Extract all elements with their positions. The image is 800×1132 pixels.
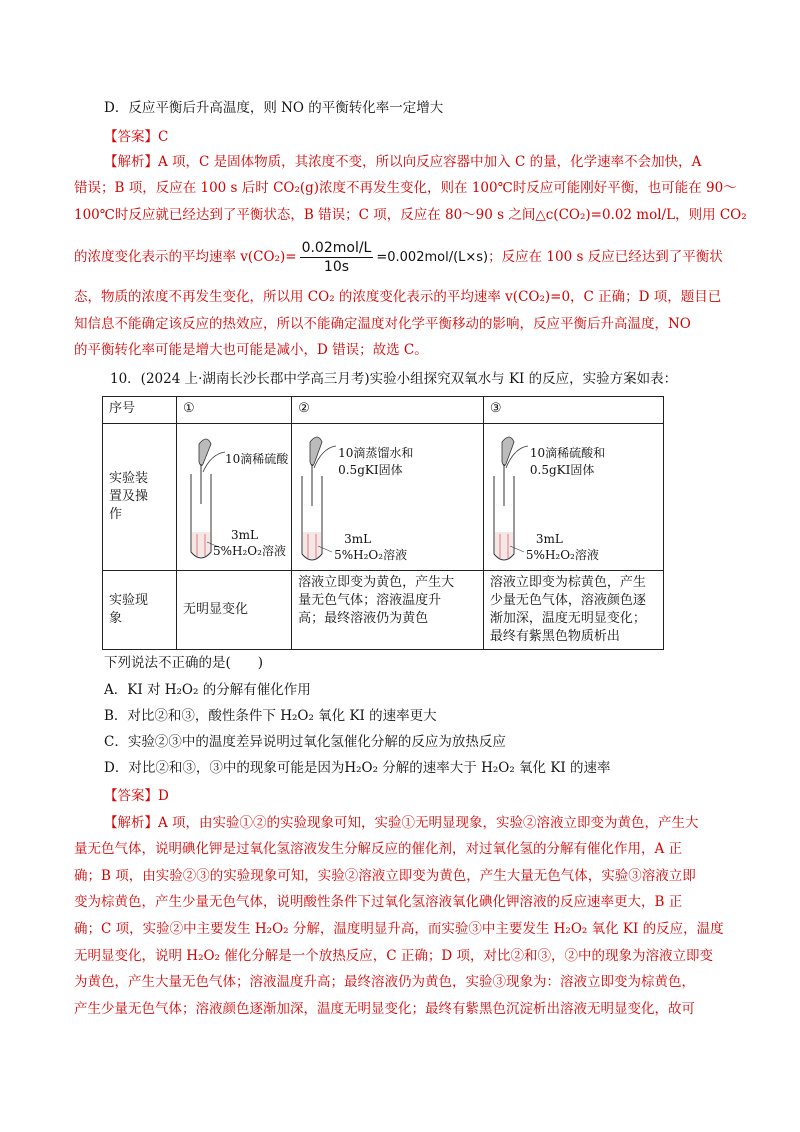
q9-analysis-line-4: 态，物质的浓度不再发生变化，所以用 CO₂ 的浓度变化表示的平均速率 v(CO₂)=0，C 正确；D 项，题目已 (74, 289, 722, 305)
experiment-table (102, 396, 664, 650)
q10-analysis-line-8: 产生少量无色气体；溶液颜色逐渐加深，温度无明显变化；最终有紫黑色沉淀析出溶液无明显变化，故可 (74, 1001, 695, 1017)
q9-option-d: D．反应平衡后升高温度，则 NO 的平衡转化率一定增大 (104, 100, 444, 116)
q10-stem: 10．(2024 上·湖南长沙长郡中学高三月考)实验小组探究双氧水与 KI 的反应，实验方案如表： (110, 371, 678, 387)
liquid (303, 532, 321, 559)
q10-analysis-line-1: 【解析】A 项，由实验①②的实验现象可知，实验①无明显现象，实验②溶液立即变为黄色，产生大 (104, 815, 699, 831)
apparatus-2-volume: 3mL (344, 532, 372, 546)
table-observation-row (103, 571, 664, 650)
q9-answer: 【答案】C (104, 129, 169, 145)
q10-option-d: D．对比②和③，③中的现象可能是因为H₂O₂ 分解的速率大于 H₂O₂ 氧化 KI 的速率 (104, 760, 611, 776)
apparatus-1-top-label: 10滴稀硫酸 (224, 452, 289, 466)
observation-label (103, 571, 177, 650)
fraction-numerator: 0.02mol/L (301, 240, 372, 256)
rate-fraction (300, 239, 374, 276)
observation-1-line: 无明显变化 (182, 602, 248, 617)
header-exp-1: ① (176, 397, 291, 424)
apparatus-label-line: 作 (109, 507, 123, 522)
q10-analysis-line-3: 确；B 项，由实验②③的实验现象可知，实验②溶液立即变为黄色，产生大量无色气体，实验③溶液立即 (74, 868, 696, 884)
observation-2-line: 高；最终溶液仍为黄色 (298, 611, 429, 626)
apparatus-1 (176, 424, 291, 571)
apparatus-label (103, 424, 177, 571)
fraction-denominator: 10s (323, 259, 350, 275)
observation-3-line: 溶液立即变为棕黄色，产生 (489, 575, 646, 590)
liquid (192, 532, 210, 557)
apparatus-1-volume: 3mL (230, 528, 258, 542)
header-exp-3: ③ (483, 397, 663, 424)
apparatus-2-solution: 5%H₂O₂溶液 (334, 548, 408, 562)
dropper-bulb (310, 437, 322, 466)
apparatus-label-line: 置及操 (109, 489, 149, 504)
formula-prefix: 的浓度变化表示的平均速率 v(CO₂)= (74, 249, 297, 265)
q10-analysis-line-4: 变为棕黄色，产生少量无色气体，说明酸性条件下过氧化氢溶液氧化碘化钾溶液的反应速率更大，B 正 (74, 894, 683, 910)
q10-analysis-line-5: 确；C 项，实验②中主要发生 H₂O₂ 分解，温度明显升高，而实验③中主要发生 H₂O₂ 氧化 KI 的反应，温度 (74, 921, 724, 937)
q9-analysis-line-2: 错误；B 项，反应在 100 s 后时 CO₂(g)浓度不再发生变化，则在 100℃时反应可能刚好平衡，也可能在 90～ (74, 180, 737, 196)
header-exp-2: ② (292, 397, 484, 424)
observation-2 (292, 571, 484, 650)
observation-1 (176, 571, 291, 650)
q9-analysis-line-5: 知信息不能确定该反应的热效应，所以不能确定温度对化学平衡移动的影响，反应平衡后升高温度，NO (74, 316, 691, 332)
q9-analysis-line-3: 100℃时反应就已经达到了平衡状态，B 错误；C 项，反应在 80～90 s 之间△c(CO₂)=0.02 mol/L，则用 CO₂ (74, 207, 747, 223)
q9-formula-line (74, 238, 723, 277)
apparatus-2 (292, 424, 484, 571)
apparatus-label-line: 实验装 (109, 471, 149, 486)
q10-option-a: A．KI 对 H₂O₂ 的分解有催化作用 (104, 682, 311, 698)
table-header-row (103, 397, 664, 424)
q10-analysis-line-2: 量无色气体，说明碘化钾是过氧化氢溶液发生分解反应的催化剂，对过氧化氢的分解有催化作用，A 正 (74, 841, 683, 857)
q10-answer: 【答案】D (104, 788, 169, 804)
q10-option-b: B．对比②和③，酸性条件下 H₂O₂ 氧化 KI 的速率更大 (104, 708, 437, 724)
apparatus-3-top-label-2: 0.5gKI固体 (529, 463, 595, 477)
observation-3-line: 少量无色气体，溶液颜色逐 (489, 593, 646, 608)
apparatus-3-volume: 3mL (535, 532, 563, 546)
table-apparatus-row (103, 424, 664, 571)
observation-3 (483, 571, 663, 650)
formula-result: =0.002mol/(L×s) (376, 250, 489, 265)
apparatus-2-top-label-2: 0.5gKI固体 (338, 463, 403, 477)
q10-option-c: C．实验②③中的温度差异说明过氧化氢催化分解的反应为放热反应 (104, 734, 506, 750)
observation-label-line: 象 (109, 611, 123, 626)
observation-label-line: 实验现 (109, 593, 149, 608)
q10-analysis-line-7: 为黄色，产生大量无色气体；溶液温度升高；最终溶液仍为黄色，实验③现象为：溶液立即变为棕黄色， (74, 974, 695, 990)
observation-2-line: 溶液立即变为黄色，产生大 (298, 575, 455, 590)
apparatus-3 (483, 424, 663, 571)
q9-analysis-line-6: 的平衡转化率可能是增大也可能是减小，D 错误；故选 C。 (74, 342, 428, 358)
apparatus-3-solution: 5%H₂O₂溶液 (525, 548, 599, 562)
apparatus-2-top-label: 10滴蒸馏水和 (338, 446, 414, 460)
apparatus-3-top-label: 10滴稀硫酸和 (529, 446, 606, 460)
header-seq: 序号 (103, 397, 177, 424)
observation-3-line: 渐加深，温度无明显变化； (489, 611, 646, 626)
liquid (495, 532, 513, 559)
dropper-bulb (502, 437, 514, 466)
observation-2-line: 量无色气体；溶液温度升 (298, 593, 442, 608)
q10-question: 下列说法不正确的是( ) (104, 655, 264, 671)
formula-tail: ；反应在 100 s 反应已经达到了平衡状 (488, 249, 723, 265)
q10-analysis-line-6: 无明显变化，说明 H₂O₂ 催化分解是一个放热反应，C 正确；D 项，对比②和③，②中的现象为溶液立即变 (74, 948, 713, 964)
q9-analysis-line-1: 【解析】A 项，C 是固体物质，其浓度不变，所以向反应容器中加入 C 的量，化学速率不会加快，A (104, 154, 702, 170)
observation-3-line: 最终有紫黑色物质析出 (489, 629, 620, 644)
apparatus-1-solution: 5%H₂O₂溶液 (212, 544, 286, 558)
